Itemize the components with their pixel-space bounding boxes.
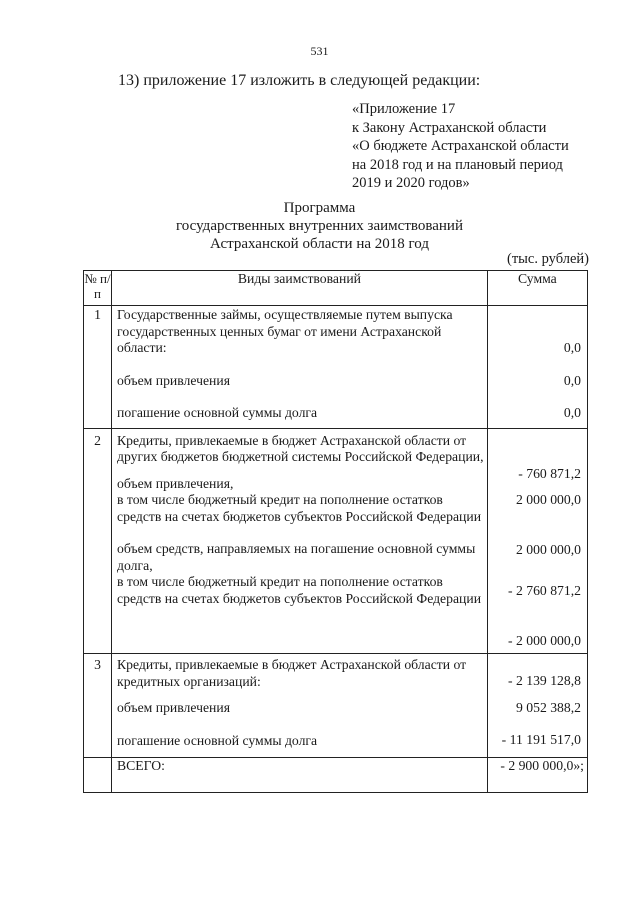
intro-text: 13) приложение 17 изложить в следующей редакции: [118, 72, 481, 89]
row-main-sum: 0,0 [563, 340, 581, 355]
row-main-text: Кредиты, привлекаемые в бюджет Астраханской области от других бюджетов бюджетной системы Российской Федерации, [117, 432, 484, 464]
borrowings-table [83, 270, 588, 793]
page-number: 531 [310, 44, 329, 58]
total-num [84, 758, 112, 793]
appendix-line: 2019 и 2020 годов» [352, 175, 470, 191]
row-item-sum: 9 052 388,2 [515, 699, 581, 715]
row-num: 3 [84, 654, 112, 758]
row-main-sum: - 2 139 128,8 [508, 673, 581, 688]
title-line: Астраханской области на 2018 год [209, 236, 430, 252]
row-item-label: в том числе бюджетный кредит на пополнение остатков средств на счетах бюджетов субъектов Российской Федерации [117, 574, 482, 606]
appendix-line: на 2018 год и на плановый период [352, 156, 563, 173]
row-num: 1 [84, 306, 112, 429]
row-item-sum: - 2 760 871,2 [508, 583, 581, 598]
table-row [84, 306, 588, 429]
row-sums [487, 306, 587, 429]
title-line: государственных внутренних заимствований [176, 218, 463, 234]
total-sum: - 2 900 000,0»; [500, 758, 584, 773]
row-item-label: погашение основной суммы долга [117, 732, 318, 748]
row-main-text: Государственные займы, осуществляемые путем выпуска государственных ценных бумаг от имени Астраханской области: [117, 307, 453, 355]
total-label: ВСЕГО: [117, 758, 165, 773]
units-label: (тыс. рублей) [507, 251, 589, 267]
table-row [84, 654, 588, 758]
row-num: 2 [84, 428, 112, 654]
row-item-sum: - 2 000 000,0 [508, 632, 581, 648]
row-sums [487, 654, 587, 758]
header-num: № п/п [84, 271, 112, 306]
row-item-label: объем привлечения [117, 372, 230, 388]
row-item-label: в том числе бюджетный кредит на пополнение остатков средств на счетах бюджетов субъектов Российской Федерации [117, 492, 482, 524]
row-main-sum: - 760 871,2 [518, 465, 581, 481]
row-item-label: объем привлечения [117, 700, 230, 715]
total-sum-cell [487, 758, 587, 793]
row-item-label: объем привлечения, [117, 475, 234, 491]
table-total-row [84, 758, 588, 793]
appendix-line: «О бюджете Астраханской области [352, 138, 569, 154]
header-sum: Сумма [487, 271, 587, 306]
row-item-sum: - 11 191 517,0 [501, 732, 581, 747]
row-kind [112, 654, 488, 758]
header-kind: Виды заимствований [112, 271, 488, 306]
row-main-text: Кредиты, привлекаемые в бюджет Астраханской области от кредитных организаций: [117, 657, 467, 689]
row-kind [112, 428, 488, 654]
table-header-row [84, 271, 588, 306]
row-item-sum: 2 000 000,0 [515, 541, 581, 557]
appendix-line: к Закону Астраханской области [352, 119, 547, 136]
title-line: Программа [283, 200, 356, 216]
row-item-sum: 0,0 [563, 405, 581, 420]
row-item-sum: 0,0 [563, 372, 581, 388]
row-kind [112, 306, 488, 429]
row-sums [487, 428, 587, 654]
appendix-heading [352, 100, 569, 193]
table-row [84, 428, 588, 654]
total-label-cell [112, 758, 488, 793]
row-item-label: погашение основной суммы долга [117, 405, 318, 420]
appendix-line: «Приложение 17 [352, 101, 456, 117]
row-item-sum: 2 000 000,0 [515, 492, 581, 507]
document-title [0, 199, 639, 253]
row-item-label: объем средств, направляемых на погашение основной суммы долга, [117, 541, 476, 573]
